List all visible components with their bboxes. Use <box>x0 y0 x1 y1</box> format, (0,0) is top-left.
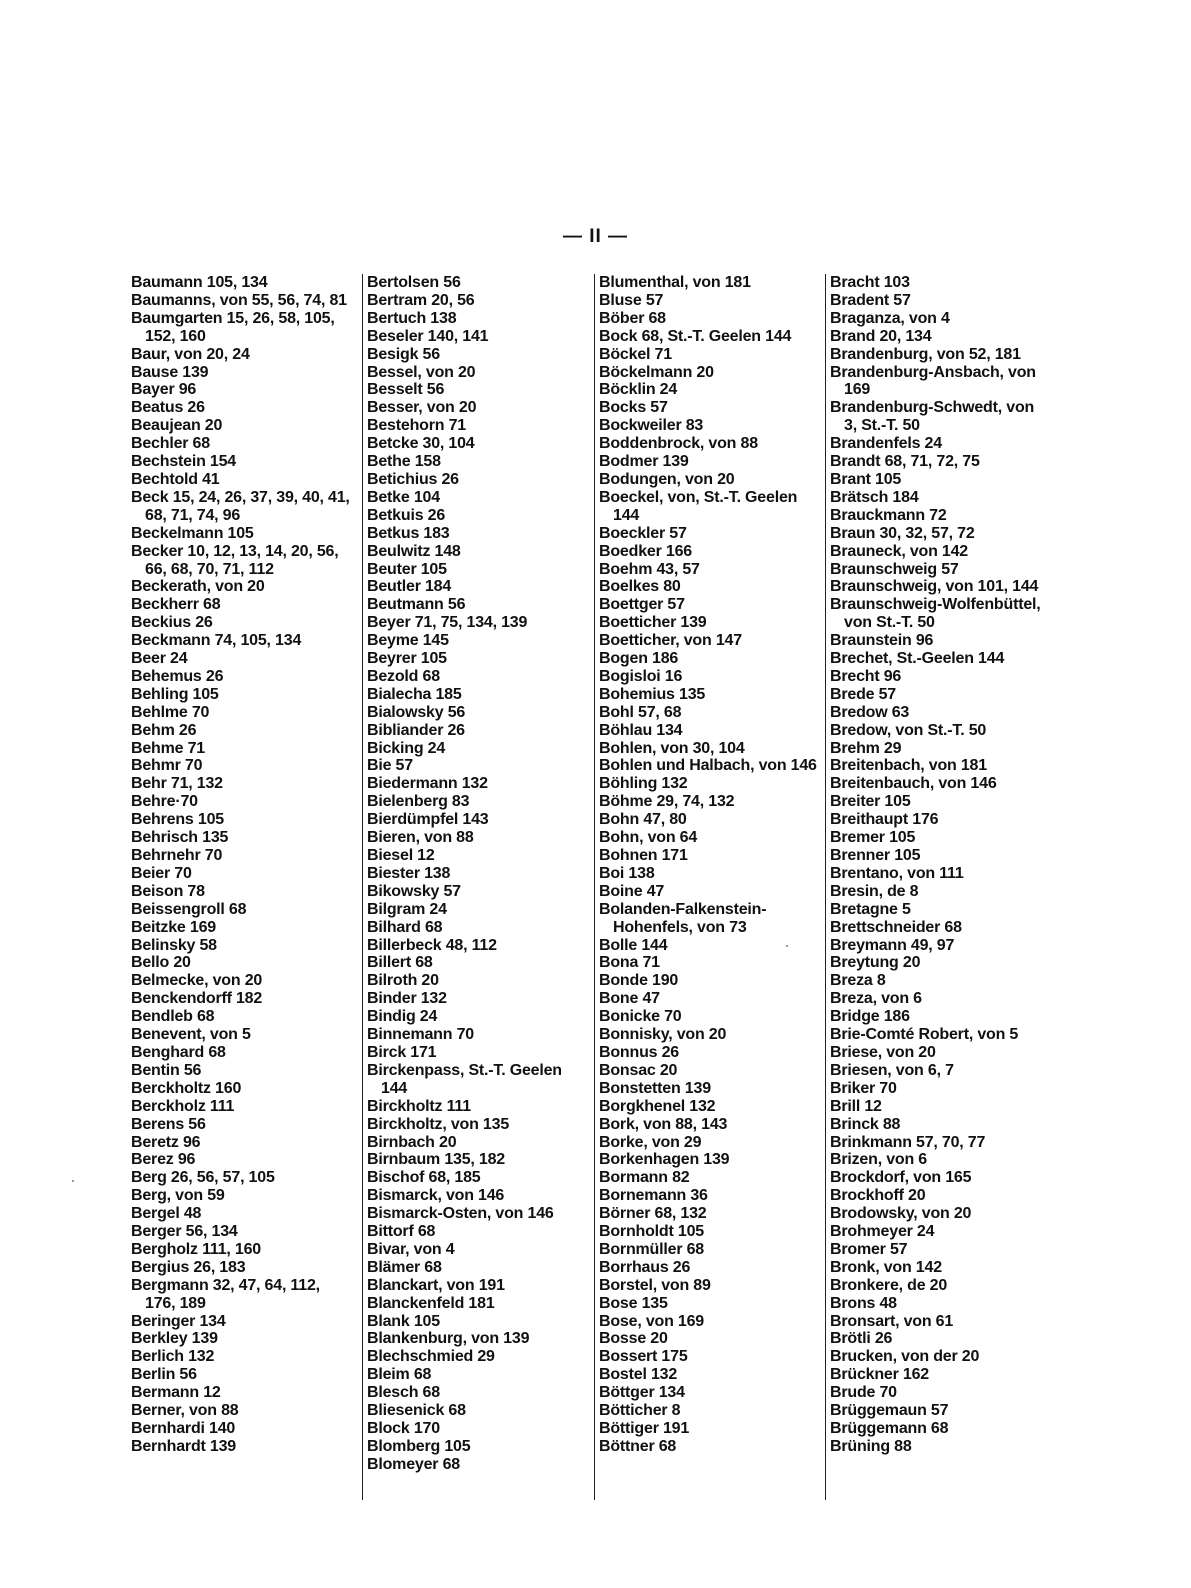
index-entry: Brucken, von der 20 <box>830 1348 980 1366</box>
index-entry: Billerbeck 48, 112 <box>367 936 497 954</box>
index-entry: Beison 78 <box>131 882 205 900</box>
index-entry: Bilhard 68 <box>367 918 443 936</box>
index-entry: Bermann 12 <box>131 1384 221 1402</box>
index-entry: Bikowsky 57 <box>367 882 461 900</box>
index-entry: Berckholtz 160 <box>131 1079 242 1097</box>
index-entry: Bernhardi 140 <box>131 1420 236 1437</box>
index-entry: Bocks 57 <box>599 399 668 417</box>
index-entry-cut: Brüning 88 <box>830 1437 912 1455</box>
index-entry: Bremer 105 <box>830 829 916 847</box>
index-entry: Betkus 183 <box>367 524 450 542</box>
index-entry: Bromer 57 <box>830 1240 908 1258</box>
index-entry: Bestehorn 71 <box>367 417 466 435</box>
index-entry: Bittorf 68 <box>367 1223 436 1241</box>
index-entry: Borgkhenel 132 <box>599 1097 716 1115</box>
index-entry: Braunstein 96 <box>830 632 934 650</box>
index-entry: Beckherr 68 <box>131 596 221 614</box>
index-entry: Becker 10, 12, 13, 14, 20, 56, 66, 68, 70, 71, 112 <box>131 542 343 578</box>
index-entry: Bose, von 169 <box>599 1312 705 1330</box>
index-entry: Blämer 68 <box>367 1258 442 1276</box>
index-entry: Bosse 20 <box>599 1330 668 1348</box>
index-entry: Berger 56, 134 <box>131 1223 238 1241</box>
index-column-1 <box>131 274 353 1500</box>
index-entry: Berlin 56 <box>131 1366 197 1384</box>
index-entry: Bohn, von 64 <box>599 829 698 847</box>
index-entry: Blechschmied 29 <box>367 1348 495 1366</box>
index-entry: Blumenthal, von 181 <box>599 274 751 291</box>
index-entry: Böhme 29, 74, 132 <box>599 793 735 811</box>
index-entry: Block 170 <box>367 1420 440 1437</box>
index-entry: Bohnen 171 <box>599 847 688 864</box>
index-column-3 <box>594 274 817 1500</box>
index-entry: Billert 68 <box>367 954 433 972</box>
index-entry: Berez 96 <box>131 1151 196 1169</box>
index-entry: Betke 104 <box>367 488 440 506</box>
index-entry: Bertuch 138 <box>367 309 457 327</box>
index-entry: Bethe 158 <box>367 453 441 471</box>
index-entry: Beutmann 56 <box>367 596 466 614</box>
index-entry-cut: Böttner 68 <box>599 1437 677 1455</box>
index-entry: Brüggemann 68 <box>830 1420 949 1437</box>
index-entry: Beulwitz 148 <box>367 542 461 560</box>
index-entry: Baur, von 20, 24 <box>131 345 250 363</box>
index-entry: Betichius 26 <box>367 470 459 488</box>
index-entry: Boettger 57 <box>599 596 685 614</box>
index-entry: Behling 105 <box>131 685 219 703</box>
index-column-4 <box>825 274 1050 1500</box>
index-entry: Bergius 26, 183 <box>131 1258 246 1276</box>
index-entry: Breiter 105 <box>830 793 911 811</box>
index-entry: Beissengroll 68 <box>131 900 247 918</box>
index-entry: Braganza, von 4 <box>830 309 950 327</box>
index-entry: Bentin 56 <box>131 1061 202 1079</box>
index-entry: Baumann 105, 134 <box>131 274 268 291</box>
index-entry: Bormann 82 <box>599 1169 690 1187</box>
index-entry: Beer 24 <box>131 650 188 668</box>
index-entry: Bielenberg 83 <box>367 793 470 811</box>
index-entry: Boi 138 <box>599 864 655 882</box>
index-entry: Brandenburg-Schwedt, von 3, St.-T. 50 <box>830 399 1039 435</box>
index-entry-cut: Blomeyer 68 <box>367 1455 460 1473</box>
index-entry: Brechet, St.-Geelen 144 <box>830 650 1005 668</box>
index-entry: Brenner 105 <box>830 847 921 864</box>
index-entry: Behm 26 <box>131 721 197 739</box>
index-entry: Bismarck, von 146 <box>367 1187 505 1205</box>
index-entry: Bindig 24 <box>367 1008 438 1026</box>
index-entry: Bismarck-Osten, von 146 <box>367 1205 554 1223</box>
index-entry: Borkenhagen 139 <box>599 1151 730 1169</box>
index-entry: Bergel 48 <box>131 1205 202 1223</box>
index-entry: Blomberg 105 <box>367 1437 471 1455</box>
index-entry: Beyrer 105 <box>367 650 447 668</box>
index-entry-cut: Bernhardt 139 <box>131 1437 236 1455</box>
index-entry: Beckerath, von 20 <box>131 578 265 596</box>
index-entry: Brodowsky, von 20 <box>830 1205 972 1223</box>
index-entry: Brüggemaun 57 <box>830 1402 949 1420</box>
index-entry: Böttiger 191 <box>599 1420 690 1437</box>
index-entry: Beitzke 169 <box>131 918 216 936</box>
index-entry: Bialowsky 56 <box>367 703 466 721</box>
index-entry: Bechler 68 <box>131 435 210 453</box>
index-entry: Bossert 175 <box>599 1348 688 1366</box>
index-entry: Bronk, von 142 <box>830 1258 942 1276</box>
index-entry: Bredow 63 <box>830 703 910 721</box>
index-entry: Behrens 105 <box>131 811 224 829</box>
index-entry: Beatus 26 <box>131 399 205 417</box>
index-entry: Brandenfels 24 <box>830 435 942 453</box>
index-entry: Brill 12 <box>830 1097 882 1115</box>
index-entry: Braun 30, 32, 57, 72 <box>830 524 975 542</box>
index-entry: Bockweiler 83 <box>599 417 704 435</box>
index-entry: Bendleb 68 <box>131 1008 215 1026</box>
index-entry: Brettschneider 68 <box>830 918 962 936</box>
index-entry: Brandenburg-Ansbach, von 169 <box>830 363 1041 399</box>
index-entry: Böber 68 <box>599 309 666 327</box>
index-entry: Bonde 190 <box>599 972 679 990</box>
index-entry: Boeckel, von, St.-T. Geelen 144 <box>599 488 802 524</box>
index-entry: Bornmüller 68 <box>599 1240 704 1258</box>
index-entry: Böhling 132 <box>599 775 688 793</box>
index-entry: Biesel 12 <box>367 847 435 864</box>
index-entry: Blankenburg, von 139 <box>367 1330 530 1348</box>
index-entry: Bechtold 41 <box>131 470 220 488</box>
index-entry: Berg 26, 56, 57, 105 <box>131 1169 275 1187</box>
index-entry: Braunschweig 57 <box>830 560 959 578</box>
index-entry: Briker 70 <box>830 1079 897 1097</box>
index-entry: Boelkes 80 <box>599 578 681 596</box>
index-column-2 <box>362 274 585 1500</box>
index-entry: Behr 71, 132 <box>131 775 223 793</box>
index-entry: Brand 20, 134 <box>830 327 932 345</box>
index-entry: Bertolsen 56 <box>367 274 461 291</box>
index-entry: Brauneck, von 142 <box>830 542 968 560</box>
index-entry: Brant 105 <box>830 470 902 488</box>
index-entry: Brizen, von 6 <box>830 1151 927 1169</box>
index-entry: Bechstein 154 <box>131 453 237 471</box>
index-entry: Belinsky 58 <box>131 936 217 954</box>
index-entry: Birck 171 <box>367 1043 437 1061</box>
index-entry: Blanckenfeld 181 <box>367 1294 495 1312</box>
index-entry: Bostel 132 <box>599 1366 678 1384</box>
page-number: — II — <box>562 226 629 247</box>
index-entry: Brätsch 184 <box>830 488 919 506</box>
index-entry: Bretagne 5 <box>830 900 911 918</box>
index-entry: Brie-Comté Robert, von 5 <box>830 1026 1019 1044</box>
index-entry: Brentano, von 111 <box>830 864 964 882</box>
index-entry: Böckel 71 <box>599 345 672 363</box>
index-entry: Bleim 68 <box>367 1366 432 1384</box>
index-entry: Bertram 20, 56 <box>367 291 475 309</box>
index-entry: Belmecke, von 20 <box>131 972 263 990</box>
index-entry: Boeckler 57 <box>599 524 687 542</box>
index-entry: Breza, von 6 <box>830 990 922 1008</box>
index-entry: Brockdorf, von 165 <box>830 1169 972 1187</box>
index-entry: Behrisch 135 <box>131 829 229 847</box>
index-entry: Bonnus 26 <box>599 1043 679 1061</box>
index-entry: Blanckart, von 191 <box>367 1276 505 1294</box>
index-entry: Bialecha 185 <box>367 685 462 703</box>
index-entry: Bessel, von 20 <box>367 363 476 381</box>
index-entry: Betcke 30, 104 <box>367 435 475 453</box>
index-entry: Brockhoff 20 <box>830 1187 926 1205</box>
index-entry: Birnbaum 135, 182 <box>367 1151 505 1169</box>
index-entry: Beckmann 74, 105, 134 <box>131 632 302 650</box>
index-entry: Baumgarten 15, 26, 58, 105, 152, 160 <box>131 309 339 345</box>
index-entry: Baumanns, von 55, 56, 74, 81 <box>131 291 347 309</box>
index-entry: Birckenpass, St.-T. Geelen 144 <box>367 1061 567 1097</box>
index-entry: Birckholtz 111 <box>367 1097 471 1115</box>
index-entry: Bresin, de 8 <box>830 882 919 900</box>
index-entry: Boddenbrock, von 88 <box>599 435 758 453</box>
index-entry: Bieren, von 88 <box>367 829 474 847</box>
index-entry: Brauckmann 72 <box>830 506 947 524</box>
index-entry: Bone 47 <box>599 990 660 1008</box>
index-entry: Bohl 57, 68 <box>599 703 682 721</box>
index-entry: Brandt 68, 71, 72, 75 <box>830 453 980 471</box>
index-entry: Bodungen, von 20 <box>599 470 735 488</box>
index-entry: Brehm 29 <box>830 739 902 757</box>
index-entry: Binder 132 <box>367 990 447 1008</box>
index-entry: Behme 71 <box>131 739 205 757</box>
index-entry: Boedker 166 <box>599 542 692 560</box>
index-entry: Bluse 57 <box>599 291 664 309</box>
index-entry: Beseler 140, 141 <box>367 327 489 345</box>
index-entry: Biedermann 132 <box>367 775 488 793</box>
index-entry: Börner 68, 132 <box>599 1205 707 1223</box>
index-entry: Benghard 68 <box>131 1043 226 1061</box>
index-entry: Borstel, von 89 <box>599 1276 711 1294</box>
index-entry: Behemus 26 <box>131 667 224 685</box>
index-entry: Braunschweig-Wolfenbüttel, von St.-T. 50 <box>830 596 1045 632</box>
index-entry: Briese, von 20 <box>830 1043 936 1061</box>
index-entry: Berens 56 <box>131 1115 206 1133</box>
index-entry: Breitenbauch, von 146 <box>830 775 997 793</box>
index-entry: Bilgram 24 <box>367 900 447 918</box>
index-entry: Betkuis 26 <box>367 506 446 524</box>
index-entry: Benckendorff 182 <box>131 990 263 1008</box>
index-entry: Borke, von 29 <box>599 1133 702 1151</box>
index-entry: Blesch 68 <box>367 1384 440 1402</box>
index-entry: Bayer 96 <box>131 381 197 399</box>
index-entry: Bötticher 8 <box>599 1402 681 1420</box>
index-entry: Boetticher 139 <box>599 614 707 632</box>
index-entry: Boehm 43, 57 <box>599 560 700 578</box>
index-entry: Bracht 103 <box>830 274 910 291</box>
index-entry: Bona 71 <box>599 954 660 972</box>
index-entry: Berg, von 59 <box>131 1187 225 1205</box>
index-entry: Boetticher, von 147 <box>599 632 742 650</box>
index-entry: Bilroth 20 <box>367 972 439 990</box>
speck-mark <box>786 945 788 947</box>
index-entry: Borrhaus 26 <box>599 1258 691 1276</box>
index-entry: Birnbach 20 <box>367 1133 457 1151</box>
index-entry: Berlich 132 <box>131 1348 215 1366</box>
index-entry: Beck 15, 24, 26, 37, 39, 40, 41, 68, 71, 74, 96 <box>131 488 354 524</box>
index-entry: Behrnehr 70 <box>131 847 223 864</box>
index-entry: Breza 8 <box>830 972 886 990</box>
index-entry: Bredow, von St.-T. 50 <box>830 721 987 739</box>
index-entry: Beyme 145 <box>367 632 449 650</box>
index-entry: Behmr 70 <box>131 757 203 775</box>
index-entry: Braunschweig, von 101, 144 <box>830 578 1039 596</box>
index-entry: Böckelmann 20 <box>599 363 714 381</box>
index-entry: Bolanden-Falkenstein-Hohenfels, von 73 <box>599 900 767 936</box>
index-entry: Berckholz 111 <box>131 1097 235 1115</box>
index-entry: Birckholtz, von 135 <box>367 1115 510 1133</box>
index-entry: Bohn 47, 80 <box>599 811 687 829</box>
index-entry: Bock 68, St.-T. Geelen 144 <box>599 327 792 345</box>
index-entry: Brons 48 <box>830 1294 897 1312</box>
index-entry: Brinkmann 57, 70, 77 <box>830 1133 986 1151</box>
index-entry: Bonstetten 139 <box>599 1079 711 1097</box>
index-entry: Beckelmann 105 <box>131 524 254 542</box>
index-entry: Bolle 144 <box>599 936 668 954</box>
index-entry: Beringer 134 <box>131 1312 226 1330</box>
index-entry: Beyer 71, 75, 134, 139 <box>367 614 528 632</box>
index-entry: Bibliander 26 <box>367 721 465 739</box>
index-entry: Brecht 96 <box>830 667 902 685</box>
index-entry: Brandenburg, von 52, 181 <box>830 345 1021 363</box>
index-entry: Biester 138 <box>367 864 451 882</box>
index-entry: Böttger 134 <box>599 1384 685 1402</box>
index-entry: Bergmann 32, 47, 64, 112, 176, 189 <box>131 1276 325 1312</box>
index-entry: Bohlen und Halbach, von 146 <box>599 757 817 775</box>
index-entry: Behre·70 <box>131 793 198 811</box>
index-entry: Bornholdt 105 <box>599 1223 704 1241</box>
index-entry: Bonnisky, von 20 <box>599 1026 727 1044</box>
index-entry: Beuter 105 <box>367 560 447 578</box>
index-entry: Bause 139 <box>131 363 209 381</box>
index-entry: Brohmeyer 24 <box>830 1223 935 1241</box>
index-entry: Briesen, von 6, 7 <box>830 1061 954 1079</box>
index-entry: Bogen 186 <box>599 650 679 668</box>
index-entry: Bornemann 36 <box>599 1187 708 1205</box>
index-entry: Bohemius 135 <box>599 685 706 703</box>
index-entry: Breytung 20 <box>830 954 921 972</box>
index-entry: Bridge 186 <box>830 1008 910 1026</box>
index-entry: Bie 57 <box>367 757 413 775</box>
index-entry: Bodmer 139 <box>599 453 689 471</box>
index-entry: Böcklin 24 <box>599 381 678 399</box>
index-entry: Bivar, von 4 <box>367 1240 455 1258</box>
index-entry: Breymann 49, 97 <box>830 936 955 954</box>
index-entry: Bronsart, von 61 <box>830 1312 954 1330</box>
index-entry: Bello 20 <box>131 954 191 972</box>
index-entry: Bischof 68, 185 <box>367 1169 481 1187</box>
index-entry: Beier 70 <box>131 864 192 882</box>
index-entry: Böhlau 134 <box>599 721 683 739</box>
index-entry: Bliesenick 68 <box>367 1402 466 1420</box>
index-entry: Bergholz 111, 160 <box>131 1240 262 1258</box>
index-entry: Benevent, von 5 <box>131 1026 251 1044</box>
index-entry: Binnemann 70 <box>367 1026 474 1044</box>
index-entry: Beckius 26 <box>131 614 213 632</box>
index-entry: Berkley 139 <box>131 1330 218 1348</box>
index-entry: Bierdümpfel 143 <box>367 811 489 829</box>
index-entry: Breitenbach, von 181 <box>830 757 987 775</box>
index-entry: Besselt 56 <box>367 381 445 399</box>
index-entry: Bonicke 70 <box>599 1008 682 1026</box>
index-entry: Brede 57 <box>830 685 896 703</box>
index-entry: Behlme 70 <box>131 703 210 721</box>
index-entry: Besigk 56 <box>367 345 440 363</box>
index-entry: Breithaupt 176 <box>830 811 939 829</box>
index-entry: Beretz 96 <box>131 1133 201 1151</box>
index-entry: Boine 47 <box>599 882 665 900</box>
index-entry: Brötli 26 <box>830 1330 893 1348</box>
index-entry: Bronkere, de 20 <box>830 1276 948 1294</box>
index-entry: Beutler 184 <box>367 578 452 596</box>
index-entry: Bogisloi 16 <box>599 667 683 685</box>
index-entry: Berner, von 88 <box>131 1402 239 1420</box>
index-entry: Brinck 88 <box>830 1115 901 1133</box>
index-entry: Bradent 57 <box>830 291 911 309</box>
index-entry: Bezold 68 <box>367 667 440 685</box>
index-entry: Bonsac 20 <box>599 1061 678 1079</box>
index-entry: Brude 70 <box>830 1384 897 1402</box>
index-entry: Bose 135 <box>599 1294 668 1312</box>
index-entry: Besser, von 20 <box>367 399 477 417</box>
index-entry: Beaujean 20 <box>131 417 223 435</box>
index-entry: Bohlen, von 30, 104 <box>599 739 745 757</box>
index-entry: Blank 105 <box>367 1312 440 1330</box>
index-entry: Bicking 24 <box>367 739 446 757</box>
speck-mark <box>72 1180 74 1182</box>
index-entry: Brückner 162 <box>830 1366 929 1384</box>
index-entry: Bork, von 88, 143 <box>599 1115 728 1133</box>
